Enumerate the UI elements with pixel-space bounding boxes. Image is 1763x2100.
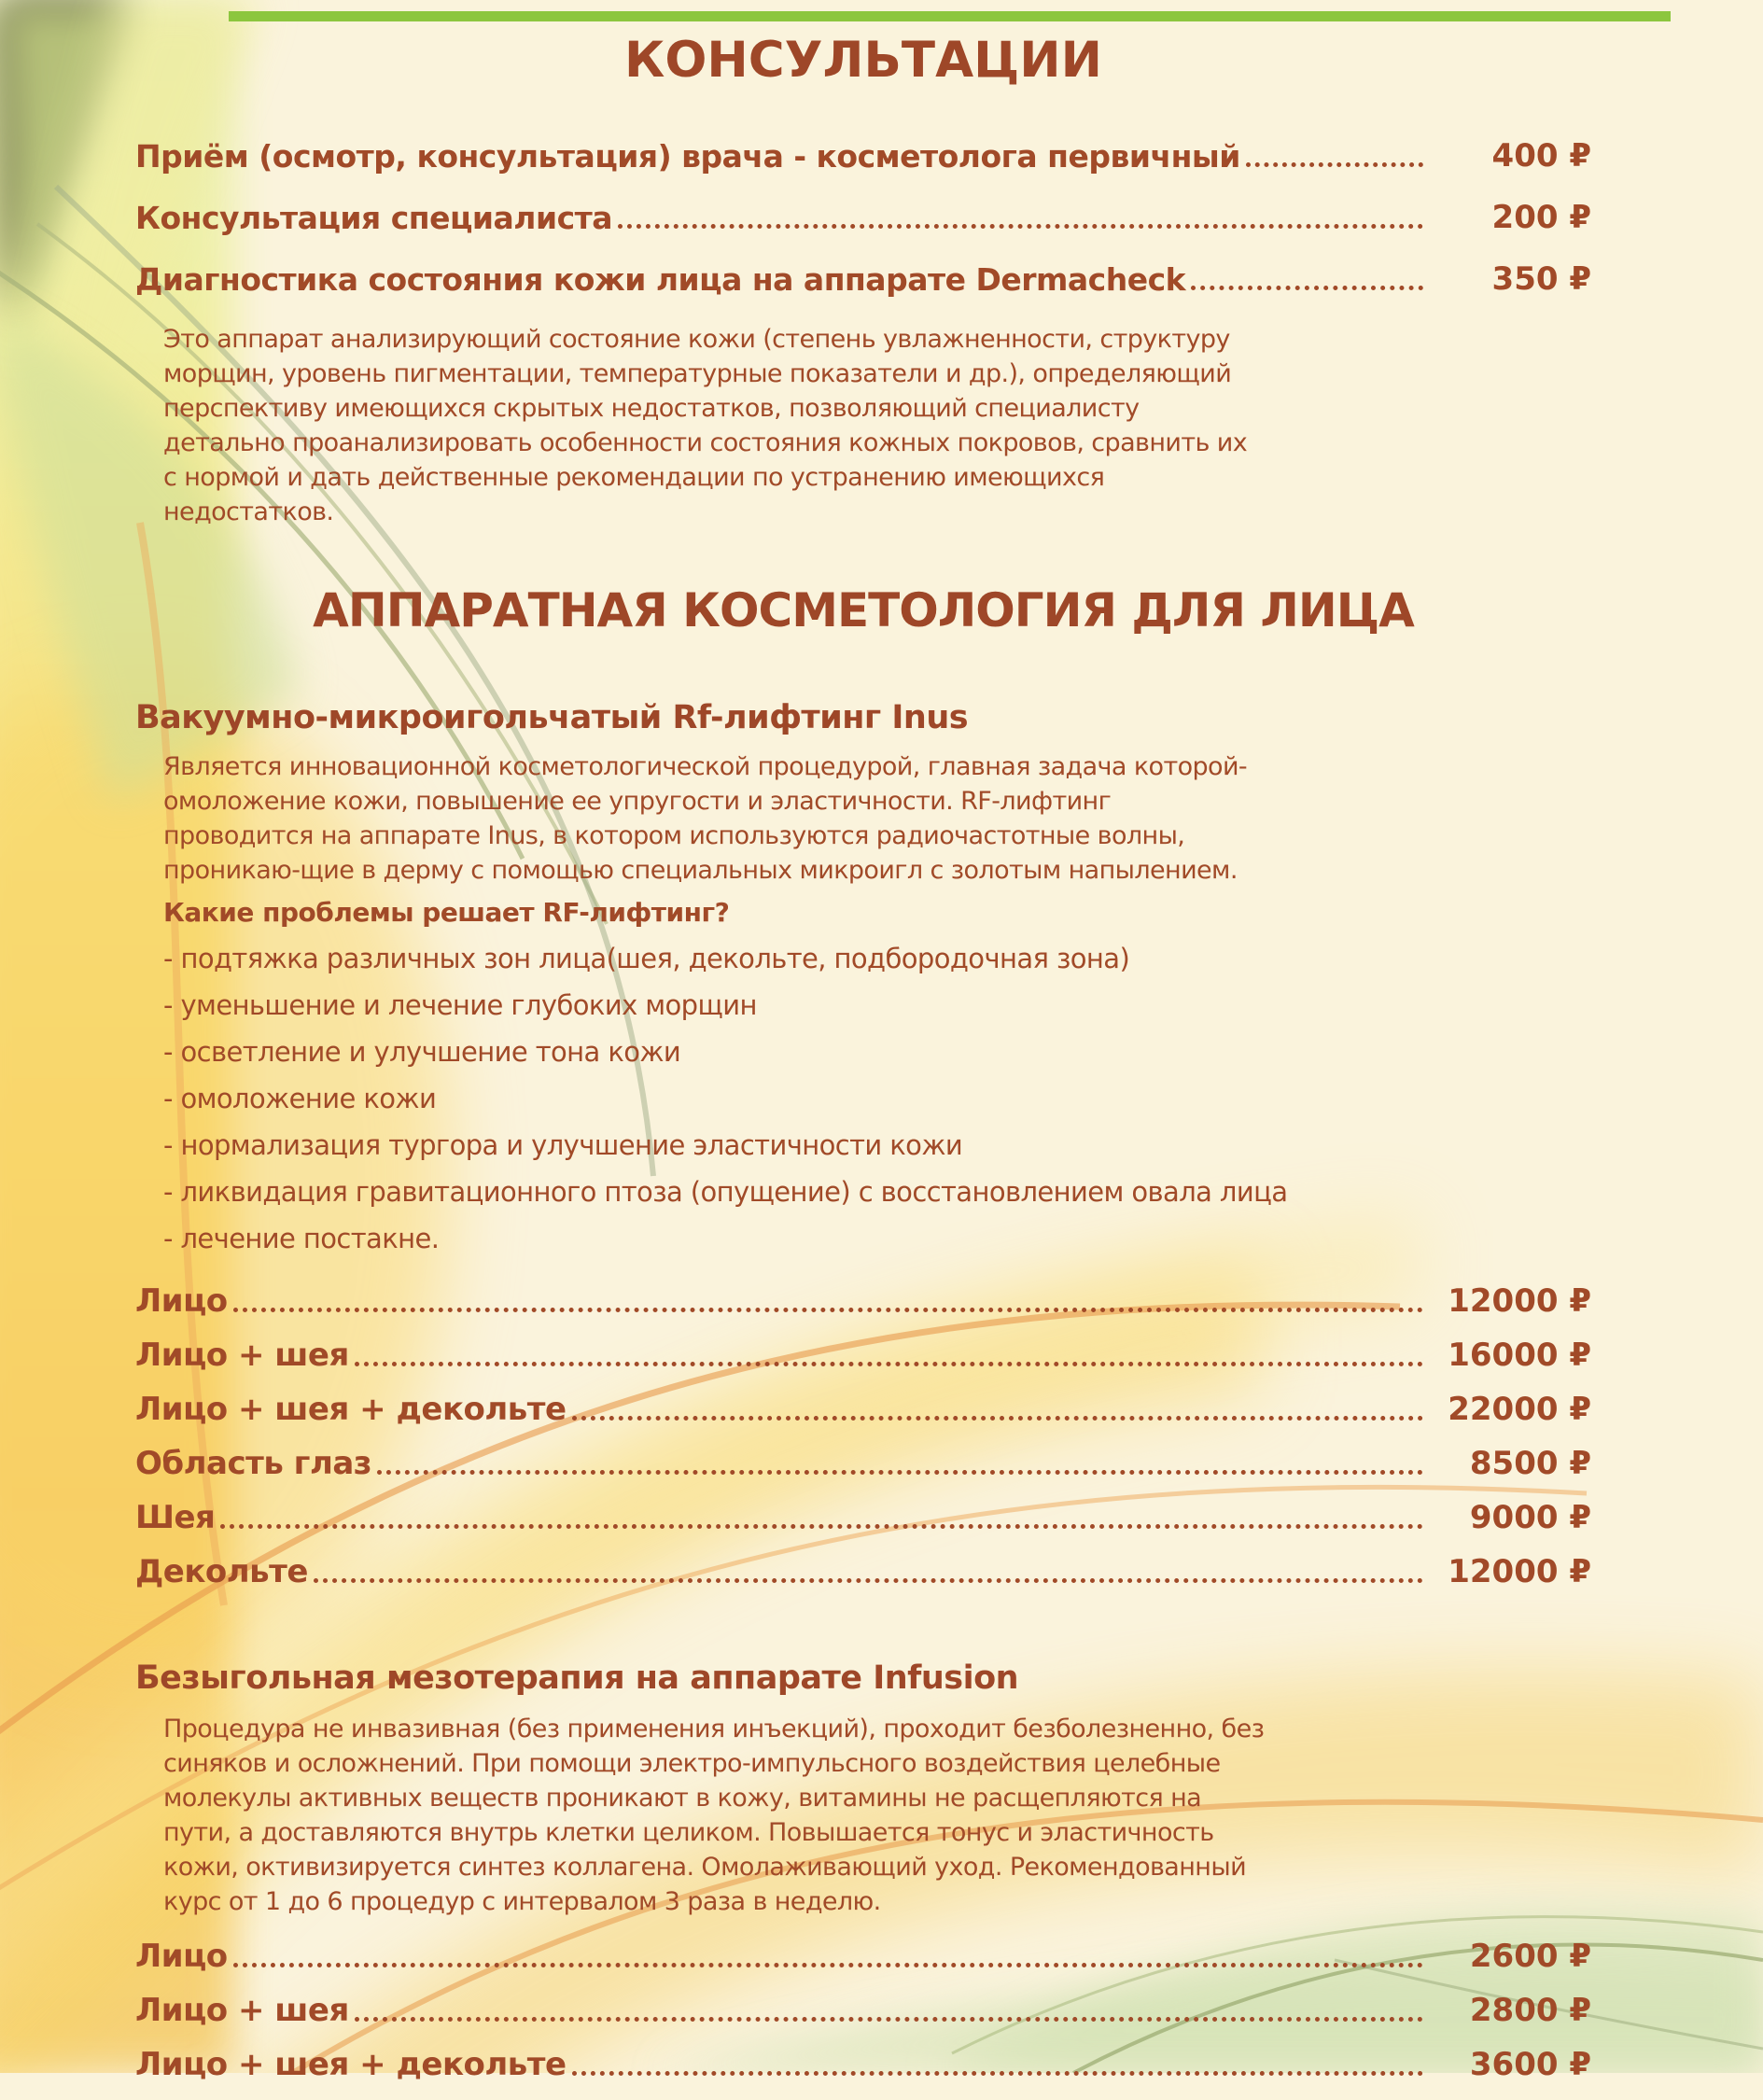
dot-leader xyxy=(355,1362,1423,1366)
consultations-price-list xyxy=(135,137,1591,298)
price-value: 3600 ₽ xyxy=(1469,2046,1591,2083)
service-label: Шея xyxy=(135,1499,216,1536)
rf-lifting-benefits-list xyxy=(163,943,1591,1254)
dot-leader xyxy=(572,2071,1423,2076)
dot-leader xyxy=(1246,162,1423,167)
dot-leader xyxy=(572,1416,1423,1421)
subsection-title-rf-lifting: Вакуумно-микроигольчатый Rf-лифтинг Inus xyxy=(135,699,969,736)
dot-leader xyxy=(233,1308,1423,1312)
price-value: 22000 ₽ xyxy=(1448,1391,1591,1428)
benefit-item: - уменьшение и лечение глубоких морщин xyxy=(163,989,757,1021)
service-row xyxy=(135,2046,1591,2083)
service-row xyxy=(135,1499,1591,1536)
page-title: КОНСУЛЬТАЦИИ xyxy=(624,32,1102,89)
price-value: 200 ₽ xyxy=(1491,199,1591,236)
subsection-title-infusion: Безыгольная мезотерапия на аппарате Infusion xyxy=(135,1659,1019,1697)
section-title-hardware-cosmetology: АППАРАТНАЯ КОСМЕТОЛОГИЯ ДЛЯ ЛИЦА xyxy=(313,583,1414,637)
benefit-item: - лечение постакне. xyxy=(163,1223,440,1254)
service-label: Лицо + шея + декольте xyxy=(135,2046,567,2083)
dot-leader xyxy=(618,224,1423,229)
price-value: 8500 ₽ xyxy=(1469,1445,1591,1482)
service-label: Лицо + шея + декольте xyxy=(135,1391,567,1428)
service-row xyxy=(135,1445,1591,1482)
service-row xyxy=(135,1337,1591,1374)
service-label: Декольте xyxy=(135,1553,308,1590)
price-value: 12000 ₽ xyxy=(1448,1282,1591,1320)
rf-lifting-description: Является инновационной косметологической процедурой, главная задача которой- омоложение кожи, повышение ее упругости и эластичности. RF-лифтинг проводится на аппарате Inus, в котором используются радиочастотные волны, проникаю-щие в дерму с помощью специальных микроигл с золотым напылением. xyxy=(163,752,1248,885)
infusion-price-list xyxy=(135,1938,1591,2083)
price-value: 400 ₽ xyxy=(1491,137,1591,175)
dot-leader xyxy=(233,1963,1423,1967)
service-row xyxy=(135,137,1591,175)
service-row xyxy=(135,199,1591,236)
service-label: Область глаз xyxy=(135,1445,372,1482)
price-value: 2600 ₽ xyxy=(1469,1938,1591,1975)
service-row xyxy=(135,1992,1591,2029)
price-value: 9000 ₽ xyxy=(1469,1499,1591,1536)
service-row xyxy=(135,1938,1591,1975)
service-label: Лицо + шея xyxy=(135,1992,349,2029)
service-label: Консультация специалиста xyxy=(135,200,613,236)
service-row xyxy=(135,1391,1591,1428)
price-list-page xyxy=(135,0,1591,2100)
benefit-item: - подтяжка различных зон лица(шея, декольте, подбородочная зона) xyxy=(163,943,1130,974)
benefit-item: - омоложение кожи xyxy=(163,1083,437,1114)
service-label: Лицо xyxy=(135,1938,228,1975)
top-divider-rule xyxy=(229,11,1671,21)
service-label: Лицо + шея xyxy=(135,1337,349,1374)
service-label: Диагностика состояния кожи лица на аппарате Dermacheck xyxy=(135,261,1186,298)
dot-leader xyxy=(355,2017,1423,2022)
benefit-item: - нормализация тургора и улучшение эластичности кожи xyxy=(163,1129,963,1161)
benefit-item: - ликвидация гравитационного птоза (опущение) с восстановлением овала лица xyxy=(163,1176,1288,1208)
service-label: Лицо xyxy=(135,1282,228,1320)
benefit-item: - осветление и улучшение тона кожи xyxy=(163,1036,681,1068)
price-value: 12000 ₽ xyxy=(1448,1553,1591,1590)
price-value: 2800 ₽ xyxy=(1469,1992,1591,2029)
dot-leader xyxy=(377,1470,1423,1475)
price-value: 350 ₽ xyxy=(1491,260,1591,298)
service-row xyxy=(135,260,1591,298)
service-row xyxy=(135,1282,1591,1320)
service-label: Приём (осмотр, консультация) врача - косметолога первичный xyxy=(135,138,1240,175)
rf-lifting-question: Какие проблемы решает RF-лифтинг? xyxy=(163,897,730,928)
dermacheck-description: Это аппарат анализирующий состояние кожи (степень увлажненности, структуру морщин, уровень пигментации, температурные показатели и др.), определяющий перспективу имеющихся скрытых недостатков, позволяющий специалисту детально проанализировать особенности состояния кожных покровов, сравнить их с нормой и дать действенные рекомендации по устранению имеющихся недостатков. xyxy=(163,325,1248,526)
dot-leader xyxy=(1191,286,1423,290)
infusion-description: Процедура не инвазивная (без применения инъекций), проходит безболезненно, без синяков и осложнений. При помощи электро-импульсного воздействия целебные молекулы активных веществ проникают в кожу, витамины не расщепляются на пути, а доставляются внутрь клетки целиком. Повышается тонус и эластичность кожи, октивизируется синтез коллагена. Омолаживающий уход. Рекомендованный курс от 1 до 6 процедур с интервалом 3 раза в неделю. xyxy=(163,1715,1265,1916)
rf-lifting-price-list xyxy=(135,1282,1591,1590)
service-row xyxy=(135,1553,1591,1590)
dot-leader xyxy=(314,1578,1423,1583)
price-value: 16000 ₽ xyxy=(1448,1337,1591,1374)
dot-leader xyxy=(220,1524,1423,1529)
